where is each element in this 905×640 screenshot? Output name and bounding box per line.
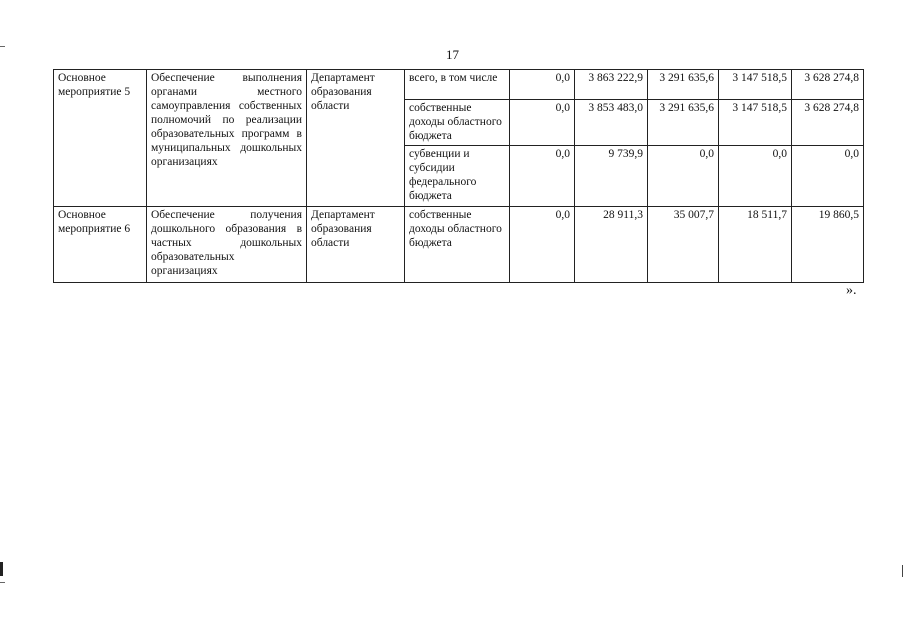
- executor-cell: Департамент образования области: [307, 207, 405, 283]
- executor-cell: Департамент образования области: [307, 70, 405, 207]
- budget-table: [53, 69, 864, 283]
- source-cell: субвенции и субсидии федерального бюджета: [405, 146, 510, 207]
- value-cell: 3 628 274,8: [792, 100, 864, 146]
- value-cell: 3 863 222,9: [575, 70, 648, 100]
- value-cell: 3 853 483,0: [575, 100, 648, 146]
- table-row: [54, 207, 864, 283]
- margin-mark: [0, 562, 3, 576]
- value-cell: 0,0: [648, 146, 719, 207]
- value-cell: 3 147 518,5: [719, 100, 792, 146]
- value-cell: 3 291 635,6: [648, 70, 719, 100]
- description-cell: Обеспечение выполнения органами местного самоуправления собственных полномочий по реализации образовательных программ в муниципальных дошкольных организациях: [147, 70, 307, 207]
- value-cell: 28 911,3: [575, 207, 648, 283]
- source-cell: всего, в том числе: [405, 70, 510, 100]
- activity-cell: Основное мероприятие 6: [54, 207, 147, 283]
- margin-tick: [902, 565, 903, 577]
- source-cell: собственные доходы областного бюджета: [405, 207, 510, 283]
- value-cell: 18 511,7: [719, 207, 792, 283]
- closing-quote: ».: [846, 283, 857, 298]
- value-cell: 0,0: [510, 70, 575, 100]
- margin-hairline: [0, 46, 5, 47]
- value-cell: 19 860,5: [792, 207, 864, 283]
- description-cell: Обеспечение получения дошкольного образования в частных дошкольных образовательных организациях: [147, 207, 307, 283]
- value-cell: 0,0: [792, 146, 864, 207]
- value-cell: 3 147 518,5: [719, 70, 792, 100]
- table-row: [54, 70, 864, 100]
- value-cell: 0,0: [719, 146, 792, 207]
- value-cell: 3 628 274,8: [792, 70, 864, 100]
- value-cell: 0,0: [510, 100, 575, 146]
- value-cell: 3 291 635,6: [648, 100, 719, 146]
- source-cell: собственные доходы областного бюджета: [405, 100, 510, 146]
- value-cell: 9 739,9: [575, 146, 648, 207]
- activity-cell: Основное мероприятие 5: [54, 70, 147, 207]
- value-cell: 35 007,7: [648, 207, 719, 283]
- page-number: 17: [446, 47, 459, 62]
- value-cell: 0,0: [510, 207, 575, 283]
- value-cell: 0,0: [510, 146, 575, 207]
- margin-hairline: [0, 582, 5, 583]
